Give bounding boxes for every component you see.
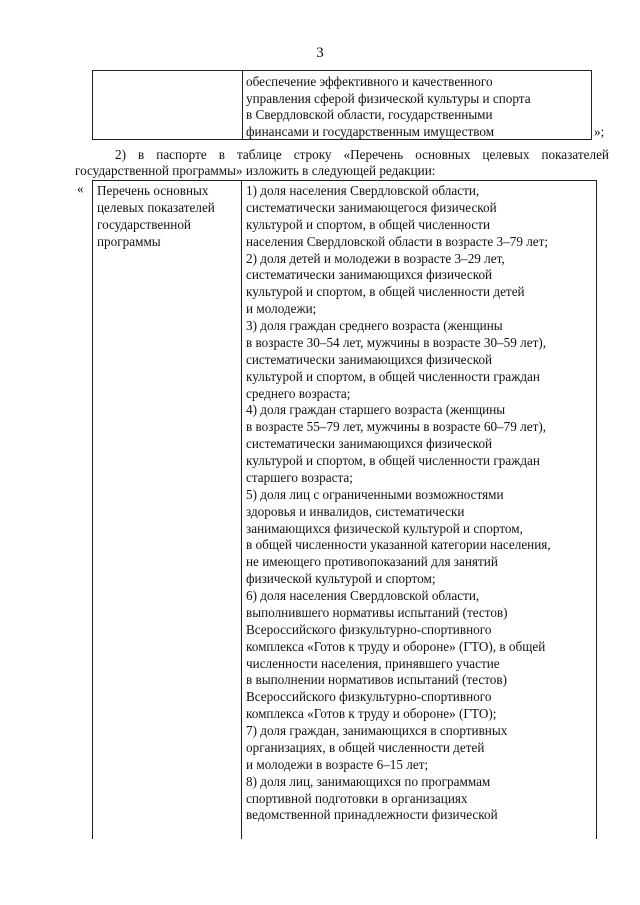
indicator-line: не имеющего противопоказаний для занятий	[246, 554, 498, 570]
indicator-line: организациях, в общей численности детей	[246, 739, 485, 755]
indicator-line: культурой и спортом, в общей численности граждан	[246, 368, 540, 384]
label-line: программы	[97, 233, 161, 249]
indicator-line: среднего возраста;	[246, 385, 351, 401]
indicator-line: численности населения, принявшего участие	[246, 655, 500, 671]
indicator-line: и молодежи в возрасте 6–15 лет;	[246, 756, 429, 772]
indicator-line: 4) доля граждан старшего возраста (женщины	[246, 402, 506, 418]
indicator-line: физической культурой и спортом;	[246, 571, 436, 587]
indicator-line: старшего возраста;	[246, 469, 353, 485]
indicator-line: систематически занимающихся физической	[246, 436, 493, 452]
page-number: 3	[316, 45, 324, 61]
table-top-fragment	[92, 70, 592, 140]
indicator-line: выполнившего нормативы испытаний (тестов)	[246, 604, 508, 620]
indicators-table-value-cell	[243, 181, 596, 824]
indicator-line: 2) доля детей и молодежи в возрасте 3–29 лет,	[246, 250, 505, 266]
indicator-line: населения Свердловской области в возрасте 3–79 лет;	[246, 233, 549, 249]
paragraph-line: государственной программы» изложить в следующей редакции:	[75, 162, 436, 178]
indicator-line: 6) доля населения Свердловской области,	[246, 588, 480, 603]
indicator-line: Всероссийского физкультурно-спортивного	[246, 621, 492, 637]
indicators-table-label-cell	[93, 181, 242, 839]
label-line: целевых показателей	[97, 199, 215, 215]
indicator-line: систематически занимающихся физической	[246, 351, 493, 367]
indicator-line: систематически занимающегося физической	[246, 199, 497, 215]
text-line: управления сферой физической культуры и спорта	[246, 90, 531, 106]
indicator-line: 3) доля граждан среднего возраста (женщины	[246, 318, 503, 333]
indicator-line: культурой и спортом, в общей численности граждан	[246, 453, 540, 468]
indicator-line: в возрасте 30–54 лет, мужчины в возрасте 30–59 лет),	[246, 334, 547, 350]
indicator-line: комплекса «Готов к труду и обороне» (ГТО);	[246, 706, 497, 722]
indicator-line: в возрасте 55–79 лет, мужчины в возрасте 60–79 лет),	[246, 419, 547, 435]
indicator-line: культурой и спортом, в общей численности	[246, 216, 491, 232]
text-line: в Свердловской области, государственными	[246, 107, 493, 122]
indicator-line: культурой и спортом, в общей численности детей	[246, 284, 525, 300]
indicator-line: Всероссийского физкультурно-спортивного	[246, 689, 492, 705]
indicator-line: в общей численности указанной категории населения,	[246, 537, 551, 553]
indicator-line: спортивной подготовки в организациях	[246, 790, 468, 806]
indicator-line: комплекса «Готов к труду и обороне» (ГТО), в общей	[246, 638, 546, 654]
table-top-left-cell	[93, 71, 243, 139]
indicator-line: в выполнении нормативов испытаний (тестов)	[246, 672, 507, 688]
indicator-line: занимающихся физической культурой и спортом,	[246, 520, 523, 536]
indicator-line: систематически занимающихся физической	[246, 267, 493, 283]
table-top-right-cell	[243, 71, 591, 140]
indicator-line: 8) доля лиц, занимающихся по программам	[246, 773, 491, 789]
opening-quote: «	[77, 181, 84, 196]
indicator-line: 7) доля граждан, занимающихся в спортивных	[246, 723, 508, 738]
indicator-line: ведомственной принадлежности физической	[246, 807, 498, 823]
paragraph-line: 2) в паспорте в таблице строку «Перечень основных целевых показателей	[115, 147, 609, 162]
text-line: финансами и государственным имуществом	[246, 123, 495, 139]
text-line: обеспечение эффективного и качественного	[246, 74, 493, 89]
amendment-paragraph	[75, 147, 609, 178]
closing-quote: »;	[594, 124, 605, 139]
indicator-line: 5) доля лиц с ограниченными возможностями	[246, 486, 504, 502]
label-line: Перечень основных	[97, 183, 209, 198]
indicator-line: здоровья и инвалидов, систематически	[246, 503, 465, 519]
indicator-line: и молодежи;	[246, 301, 317, 317]
indicator-line: 1) доля населения Свердловской области,	[246, 183, 480, 198]
indicators-table	[92, 180, 597, 839]
label-line: государственной	[97, 216, 191, 232]
